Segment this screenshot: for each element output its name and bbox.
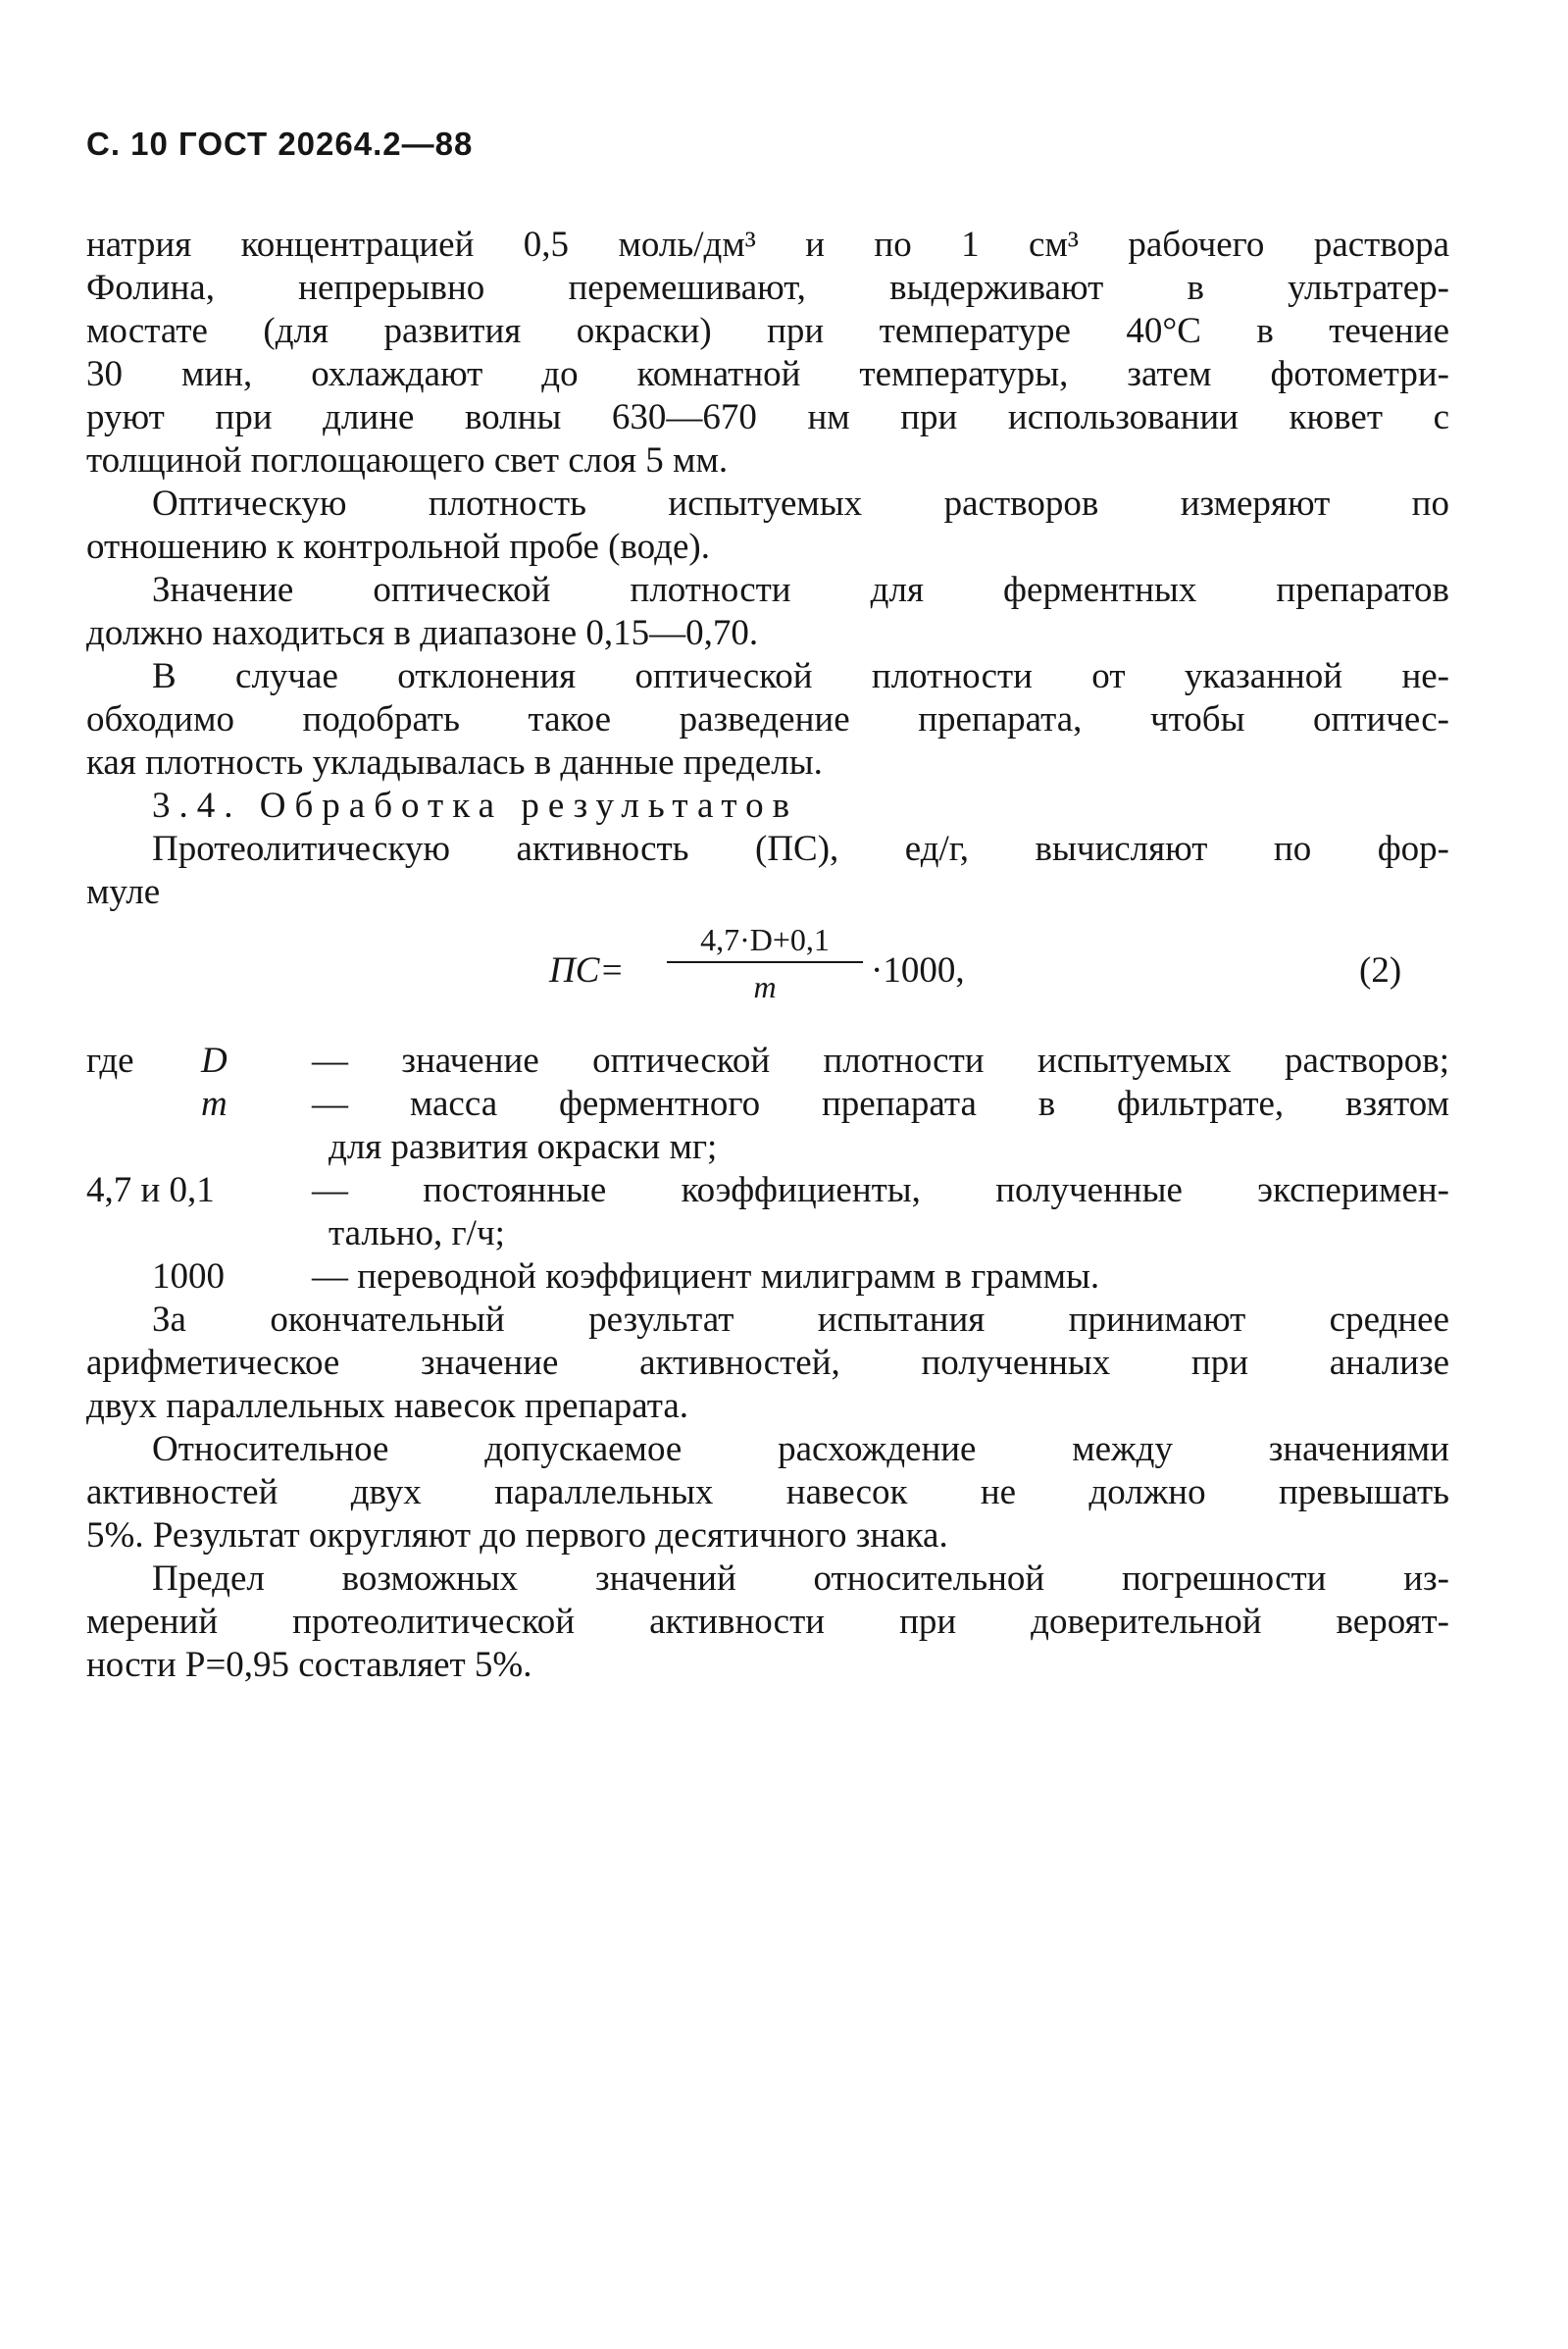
formula-fraction <box>667 920 863 1006</box>
text-line: 30 мин, охлаждают до комнатной температуры, затем фотометри- <box>86 354 1449 394</box>
text-line: мостате (для развития окраски) при температуре 40°С в течение <box>86 311 1449 351</box>
text-line: Предел возможных значений относительной погрешности из- <box>152 1558 1449 1599</box>
text-line: ности P=0,95 составляет 5%. <box>86 1645 532 1685</box>
definition-continuation: тально, г/ч; <box>329 1213 505 1253</box>
equation-number: (2) <box>1359 950 1402 991</box>
text-line: Протеолитическую активность (ПС), ед/г, вычисляют по фор- <box>152 829 1449 869</box>
section-heading: 3.4. Обработка результатов <box>152 786 799 826</box>
text-line: натрия концентрацией 0,5 моль/дм³ и по 1 см³ рабочего раствора <box>86 225 1449 265</box>
formula <box>549 920 1432 1028</box>
text-line: 5%. Результат округляют до первого десятичного знака. <box>86 1515 948 1556</box>
text-line: Фолина, непрерывно перемешивают, выдерживают в ультратер- <box>86 268 1449 308</box>
text-line: обходимо подобрать такое разведение препарата, чтобы оптичес- <box>86 699 1449 740</box>
text-line: За окончательный результат испытания принимают среднее <box>152 1300 1449 1340</box>
text-line: Значение оптической плотности для ферментных препаратов <box>152 570 1449 610</box>
formula-denominator: m <box>753 969 777 1004</box>
text-line: арифметическое значение активностей, полученных при анализе <box>86 1343 1449 1383</box>
definitions-where: где <box>86 1041 134 1081</box>
text-line: В случае отклонения оптической плотности от указанной не- <box>152 656 1449 696</box>
definition-desc: — переводной коэффициент милиграмм в граммы. <box>312 1256 1100 1297</box>
text-line: кая плотность укладывалась в данные пределы. <box>86 742 823 783</box>
definition-continuation: для развития окраски мг; <box>329 1127 718 1167</box>
definition-desc: — значение оптической плотности испытуемых растворов; <box>312 1041 1449 1081</box>
formula-lhs: ПС= <box>549 950 625 991</box>
text-line: должно находиться в диапазоне 0,15—0,70. <box>86 613 759 653</box>
text-line: руют при длине волны 630—670 нм при использовании кювет с <box>86 397 1449 437</box>
text-line: толщиной поглощающего свет слоя 5 мм. <box>86 440 729 481</box>
text-line: Оптическую плотность испытуемых растворов измеряют по <box>152 484 1449 524</box>
formula-numerator: 4,7·D+0,1 <box>700 922 830 957</box>
text-line: двух параллельных навесок препарата. <box>86 1386 689 1426</box>
definition-desc: — масса ферментного препарата в фильтрате, взятом <box>312 1084 1449 1124</box>
formula-rhs: ·1000, <box>871 950 965 991</box>
text-line: активностей двух параллельных навесок не должно превышать <box>86 1472 1449 1512</box>
definition-term: 1000 <box>152 1256 225 1297</box>
definition-term: D <box>201 1041 228 1081</box>
text-line: муле <box>86 872 161 912</box>
text-line: отношению к контрольной пробе (воде). <box>86 527 710 567</box>
text-line: мерений протеолитической активности при доверительной вероят- <box>86 1602 1449 1642</box>
definition-term: m <box>201 1084 228 1124</box>
fraction-bar <box>667 961 863 963</box>
definition-term: 4,7 и 0,1 <box>86 1170 215 1210</box>
page-header: С. 10 ГОСТ 20264.2—88 <box>86 126 474 162</box>
definition-desc: — постоянные коэффициенты, полученные эксперимен- <box>312 1170 1449 1210</box>
text-line: Относительное допускаемое расхождение между значениями <box>152 1429 1449 1469</box>
